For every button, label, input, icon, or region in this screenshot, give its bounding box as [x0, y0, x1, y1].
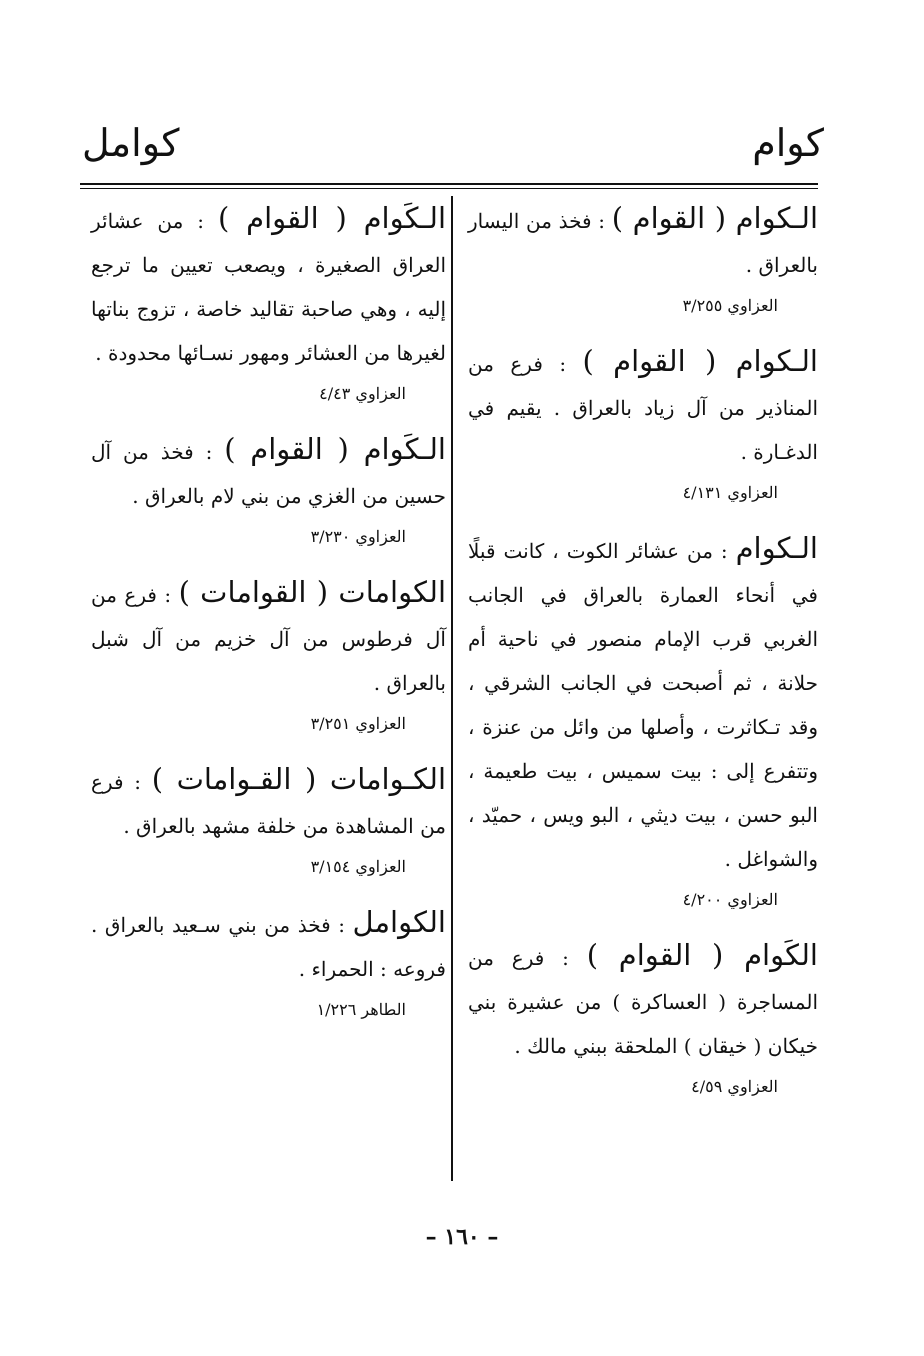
entry [468, 526, 818, 915]
entry-text [91, 427, 446, 518]
entry-body: : من عشائر الكوت ، كانت قبلًا في أنحاء العمارة بالعراق في الجانب الغربي قرب الإمام منصور في ناحية أم حلانة ، ثم أصبحت في الجانب الشرقي ، وقد تـكاثرت ، وأصلها من وائل من عنزة ، وتتفرع إلى : بيت سميس ، بيت طعيمة ، البو حسن ، بيت ديثي ، البو ويس ، حميّد ، والشواغل . [468, 539, 818, 871]
entry-text [468, 933, 818, 1068]
entry-headword: الكَوام ( القوام ) [586, 938, 818, 972]
entry [91, 196, 446, 409]
column-divider [451, 196, 453, 1181]
entry-text [91, 196, 446, 375]
entry-body: : فرع من آل فرطوس من آل خزيم من آل شبل بالعراق . [91, 583, 446, 695]
entry-body: : فخذ من آل حسين من الغزي من بني لام بالعراق . [91, 440, 446, 508]
page-number: – ١٦٠ – [425, 1224, 499, 1250]
entry-text [468, 196, 818, 287]
entry-headword: الـكَوام ( القوام ) [224, 432, 446, 466]
right-column [468, 196, 818, 1120]
entry-body: : فخذ من اليسار بالعراق . [468, 209, 818, 277]
left-column [91, 196, 446, 1043]
entry-body: : فرع من المشاهدة من خلفة مشهد بالعراق . [91, 770, 446, 838]
entry [468, 933, 818, 1102]
running-head-left: كوامل [82, 121, 180, 165]
entry-headword: الكوامل [352, 905, 446, 939]
entry-source: العزاوي ٣/١٥٤ [310, 857, 406, 876]
entry-source: العزاوي ٤/١٣١ [682, 483, 778, 502]
entry-headword: الكوامات ( القوامات ) [178, 575, 447, 609]
entry-source: العزاوي ٣/٢٥٥ [682, 296, 778, 315]
entry [91, 757, 446, 882]
entry-headword: الـكوام ( القوام ) [582, 344, 818, 378]
running-head-right: كوام [752, 121, 824, 165]
entry-headword: الكـوامات ( القـوامات ) [151, 762, 447, 796]
entry-text [468, 339, 818, 474]
entry-body: : فرع من المناذير من آل زياد بالعراق . يقيم في الدغـارة . [468, 352, 818, 464]
entry-source: الطاهر ١/٢٢٦ [316, 1000, 406, 1019]
entry [468, 196, 818, 321]
entry [91, 900, 446, 1025]
entry-headword: الـكوام ( القوام ) [611, 201, 818, 235]
entry-source: العزاوي ٣/٢٣٠ [310, 527, 406, 546]
entry-source: العزاوي ٤/٤٣ [319, 384, 406, 403]
header-rule [80, 183, 818, 185]
entry-source: العزاوي ٣/٢٥١ [310, 714, 406, 733]
entry-body: : من عشائر العراق الصغيرة ، ويصعب تعيين ما ترجع إليه ، وهي صاحبة تقاليد خاصة ، تزوج بناتها لغيرها من العشائر ومهور نسـائها محدودة . [91, 209, 446, 365]
entry-text [91, 900, 446, 991]
entry-text [91, 757, 446, 848]
entry-source: العزاوي ٤/٢٠٠ [682, 890, 778, 909]
entry-text [91, 570, 446, 705]
entry-headword: الـكوام [735, 531, 818, 565]
entry [468, 339, 818, 508]
entry-text [468, 526, 818, 881]
entry [91, 570, 446, 739]
entry-body: : فخذ من بني سـعيد بالعراق . فروعه : الحمراء . [91, 913, 446, 981]
entry [91, 427, 446, 552]
entry-body: : فرع من المساجرة ( العساكرة ) من عشيرة بني خيكان ( خيقان ) الملحقة ببني مالك . [468, 946, 818, 1058]
header-rule-thin [80, 188, 818, 189]
entry-headword: الـكَوام ( القوام ) [218, 201, 447, 235]
entry-source: العزاوي ٤/٥٩ [691, 1077, 778, 1096]
